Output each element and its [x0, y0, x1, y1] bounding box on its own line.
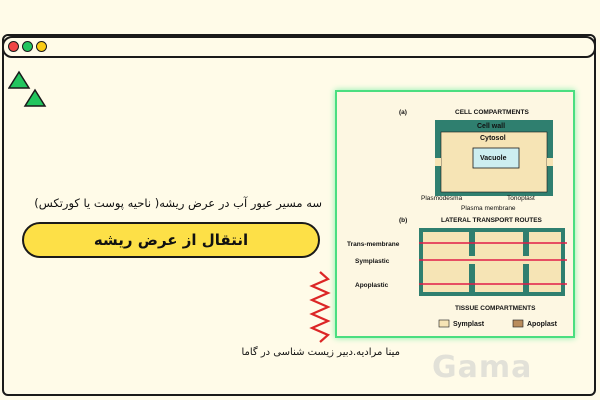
tissue-cell-2 [475, 232, 523, 292]
label-cell-wall: Cell wall [477, 123, 506, 130]
slide-subtitle: سه مسیر عبور آب در عرض ریشه( ناحیه پوست یا کورتکس) [34, 196, 322, 210]
panel-a-heading: CELL COMPARTMENTS [455, 109, 529, 116]
route-label-apoplastic: Apoplastic [355, 282, 389, 289]
water-transport-diagram [337, 92, 573, 336]
label-tonoplast: Tonoplast [507, 195, 535, 202]
author-credit: مینا مرادیه.دبیر زیست شناسی در گاما [241, 347, 400, 358]
panel-b-heading: LATERAL TRANSPORT ROUTES [441, 217, 542, 224]
triangle-decoration-icon [8, 70, 52, 112]
close-dot[interactable] [8, 41, 19, 52]
window-titlebar [2, 36, 596, 58]
label-vacuole: Vacuole [480, 155, 507, 162]
tissue-cell-1 [423, 232, 469, 292]
legend-label-symplast: Symplast [453, 321, 485, 328]
slide-title-pill [22, 222, 320, 258]
legend-swatch-symplast [439, 320, 449, 327]
zigzag-decoration-icon [308, 270, 332, 350]
label-plasma-membrane: Plasma membrane [461, 205, 516, 212]
route-label-symplastic: Symplastic [355, 258, 390, 265]
watermark-logo: Gama [432, 350, 533, 385]
label-cytosol: Cytosol [480, 135, 506, 142]
window-controls [8, 41, 47, 52]
label-plasmodesma: Plasmodesma [421, 195, 463, 202]
plasmodesma-left [435, 158, 441, 166]
tissue-cell-3 [529, 232, 561, 292]
legend-label-apoplast: Apoplast [527, 321, 557, 328]
panel-a-tag: (a) [399, 109, 407, 116]
diagram-figure [335, 90, 575, 338]
route-label-transmembrane: Trans-membrane [347, 241, 400, 248]
maximize-dot[interactable] [22, 41, 33, 52]
slide-title: انتقال از عرض ریشه [93, 231, 249, 249]
minimize-dot[interactable] [36, 41, 47, 52]
legend-swatch-apoplast [513, 320, 523, 327]
legend-heading: TISSUE COMPARTMENTS [455, 305, 536, 312]
panel-b-tag: (b) [399, 217, 408, 224]
plasmodesma-right [547, 158, 553, 166]
